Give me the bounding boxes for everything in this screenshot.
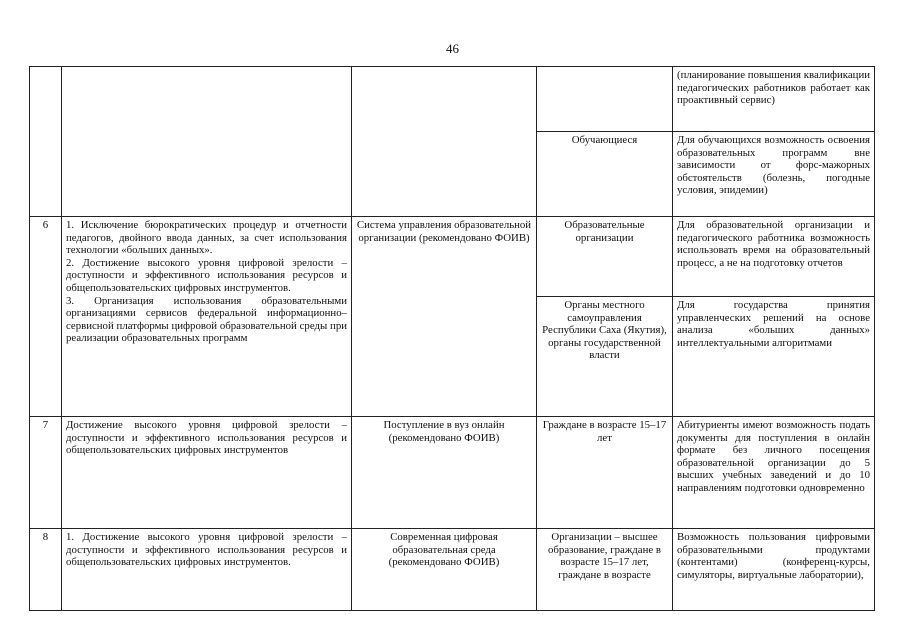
target-group-cell: Образовательные организации — [537, 217, 673, 297]
service-cell: Поступление в вуз онлайн (рекомендовано ФОИВ) — [352, 417, 537, 529]
goals-cell — [62, 417, 352, 529]
service-cell: Современная цифровая образовательная среда (рекомендовано ФОИВ) — [352, 529, 537, 611]
target-group-cell: Граждане в возрасте 15–17 лет — [537, 417, 673, 529]
effect-cell: Абитуриенты имеют возможность подать документы для поступления в онлайн формате без личного посещения образовательной организации до 5 высших учебных заведений и до 10 направлениям подготовки одновременно — [673, 417, 875, 529]
goal-text: 1. Достижение высокого уровня цифровой зрелости – доступности и эффективного использования ресурсов и общепользовательских цифровых инструментов. — [66, 531, 347, 569]
effect-cell: (планирование повышения квалификации педагогических работников работает как проактивный сервис) — [673, 67, 875, 132]
goal-text: 2. Достижение высокого уровня цифровой зрелости – доступности и эффективного использования ресурсов и общепользовательских цифровых инструментов. — [66, 256, 347, 294]
effect-cell: Для образовательной организации и педагогического работника возможность использовать время на образовательный процесс, а не на подготовку отчетов — [673, 217, 875, 297]
service-cell — [352, 67, 537, 217]
row-number-cell: 6 — [30, 217, 62, 417]
target-group-cell: Организации – высшее образование, граждане в возрасте 15–17 лет, граждане в возрасте — [537, 529, 673, 611]
table-row — [30, 217, 875, 297]
table-row — [30, 417, 875, 529]
table-row — [30, 67, 875, 132]
row-number-cell: 8 — [30, 529, 62, 611]
services-table — [29, 66, 875, 611]
effect-cell: Для государства принятия управленческих решений на основе анализа «больших данных» интеллектуальными алгоритмами — [673, 297, 875, 417]
target-group-cell — [537, 67, 673, 132]
target-group-cell: Органы местного самоуправления Республики Саха (Якутия), органы государственной власти — [537, 297, 673, 417]
goals-cell — [62, 217, 352, 417]
goal-text: Достижение высокого уровня цифровой зрелости – доступности и эффективного использования ресурсов и общепользовательских цифровых инструментов — [66, 419, 347, 457]
service-cell: Система управления образовательной организации (рекомендовано ФОИВ) — [352, 217, 537, 417]
effect-cell: Для обучающихся возможность освоения образовательных программ вне зависимости от форс-мажорных обстоятельств (болезнь, погодные условия, эпидемии) — [673, 132, 875, 217]
target-group-cell: Обучающиеся — [537, 132, 673, 217]
goals-cell — [62, 67, 352, 217]
goal-text: 1. Исключение бюрократических процедур и отчетности педагогов, двойного ввода данных, за счет использования технологии «больших данных». — [66, 219, 347, 257]
effect-cell: Возможность пользования цифровыми образовательными продуктами (контентами) (конференц-курсы, симуляторы, виртуальные лаборатории), — [673, 529, 875, 611]
row-number-cell: 7 — [30, 417, 62, 529]
table-row — [30, 529, 875, 611]
goals-cell — [62, 529, 352, 611]
goal-text: 3. Организация использования образовательными организациями сервисов федеральной информационно–сервисной платформы цифровой образовательной среды при реализации образовательных программ — [66, 294, 347, 345]
page-number: 46 — [446, 41, 459, 56]
row-number-cell — [30, 67, 62, 217]
